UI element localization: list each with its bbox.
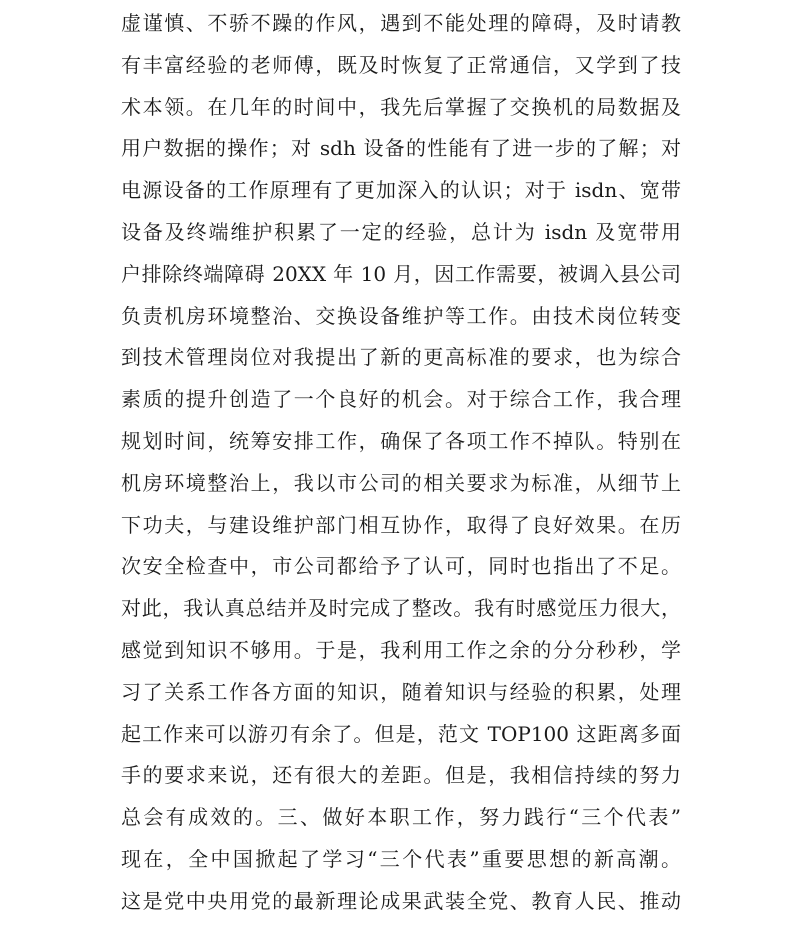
text-line: 负责机房环境整治、交换设备维护等工作。由技术岗位转变 [121, 303, 681, 328]
text-line: 术本领。在几年的时间中，我先后掌握了交换机的局数据及 [121, 94, 681, 119]
text-line: 电源设备的工作原理有了更加深入的认识；对于 isdn、宽带 [121, 178, 681, 203]
text-line: 虚谨慎、不骄不躁的作风，遇到不能处理的障碍，及时请教 [121, 11, 681, 35]
text-line: 这是党中央用党的最新理论成果武装全党、教育人民、推动 [121, 888, 681, 913]
text-line: 户排除终端障碍 20XX 年 10 月，因工作需要，被调入县公司 [121, 261, 681, 286]
text-line: 设备及终端维护积累了一定的经验，总计为 isdn 及宽带用 [121, 219, 681, 244]
text-line: 手的要求来说，还有很大的差距。但是，我相信持续的努力 [121, 763, 681, 788]
text-line: 到技术管理岗位对我提出了新的更高标准的要求，也为综合 [121, 345, 681, 370]
text-line: 有丰富经验的老师傅，既及时恢复了正常通信，又学到了技 [121, 52, 681, 77]
body-text [121, 3, 681, 923]
text-line: 用户数据的操作；对 sdh 设备的性能有了进一步的了解；对 [121, 136, 681, 161]
text-line: 下功夫，与建设维护部门相互协作，取得了良好效果。在历 [121, 512, 681, 537]
text-line: 次安全检查中，市公司都给予了认可，同时也指出了不足。 [121, 554, 681, 579]
text-line: 素质的提升创造了一个良好的机会。对于综合工作，我合理 [121, 387, 681, 412]
text-line: 现在，全中国掀起了学习“三个代表”重要思想的新高潮。 [121, 846, 681, 871]
text-line: 起工作来可以游刃有余了。但是，范文 TOP100 这距离多面 [121, 721, 681, 746]
text-line: 机房环境整治上，我以市公司的相关要求为标准，从细节上 [121, 470, 681, 495]
text-line: 习了关系工作各方面的知识，随着知识与经验的积累，处理 [121, 679, 681, 704]
text-line: 总会有成效的。三、做好本职工作，努力践行“三个代表” [121, 805, 681, 830]
text-line: 对此，我认真总结并及时完成了整改。我有时感觉压力很大， [121, 596, 681, 621]
text-line: 规划时间，统筹安排工作，确保了各项工作不掉队。特别在 [121, 428, 681, 453]
text-line: 感觉到知识不够用。于是，我利用工作之余的分分秒秒，学 [121, 637, 681, 662]
